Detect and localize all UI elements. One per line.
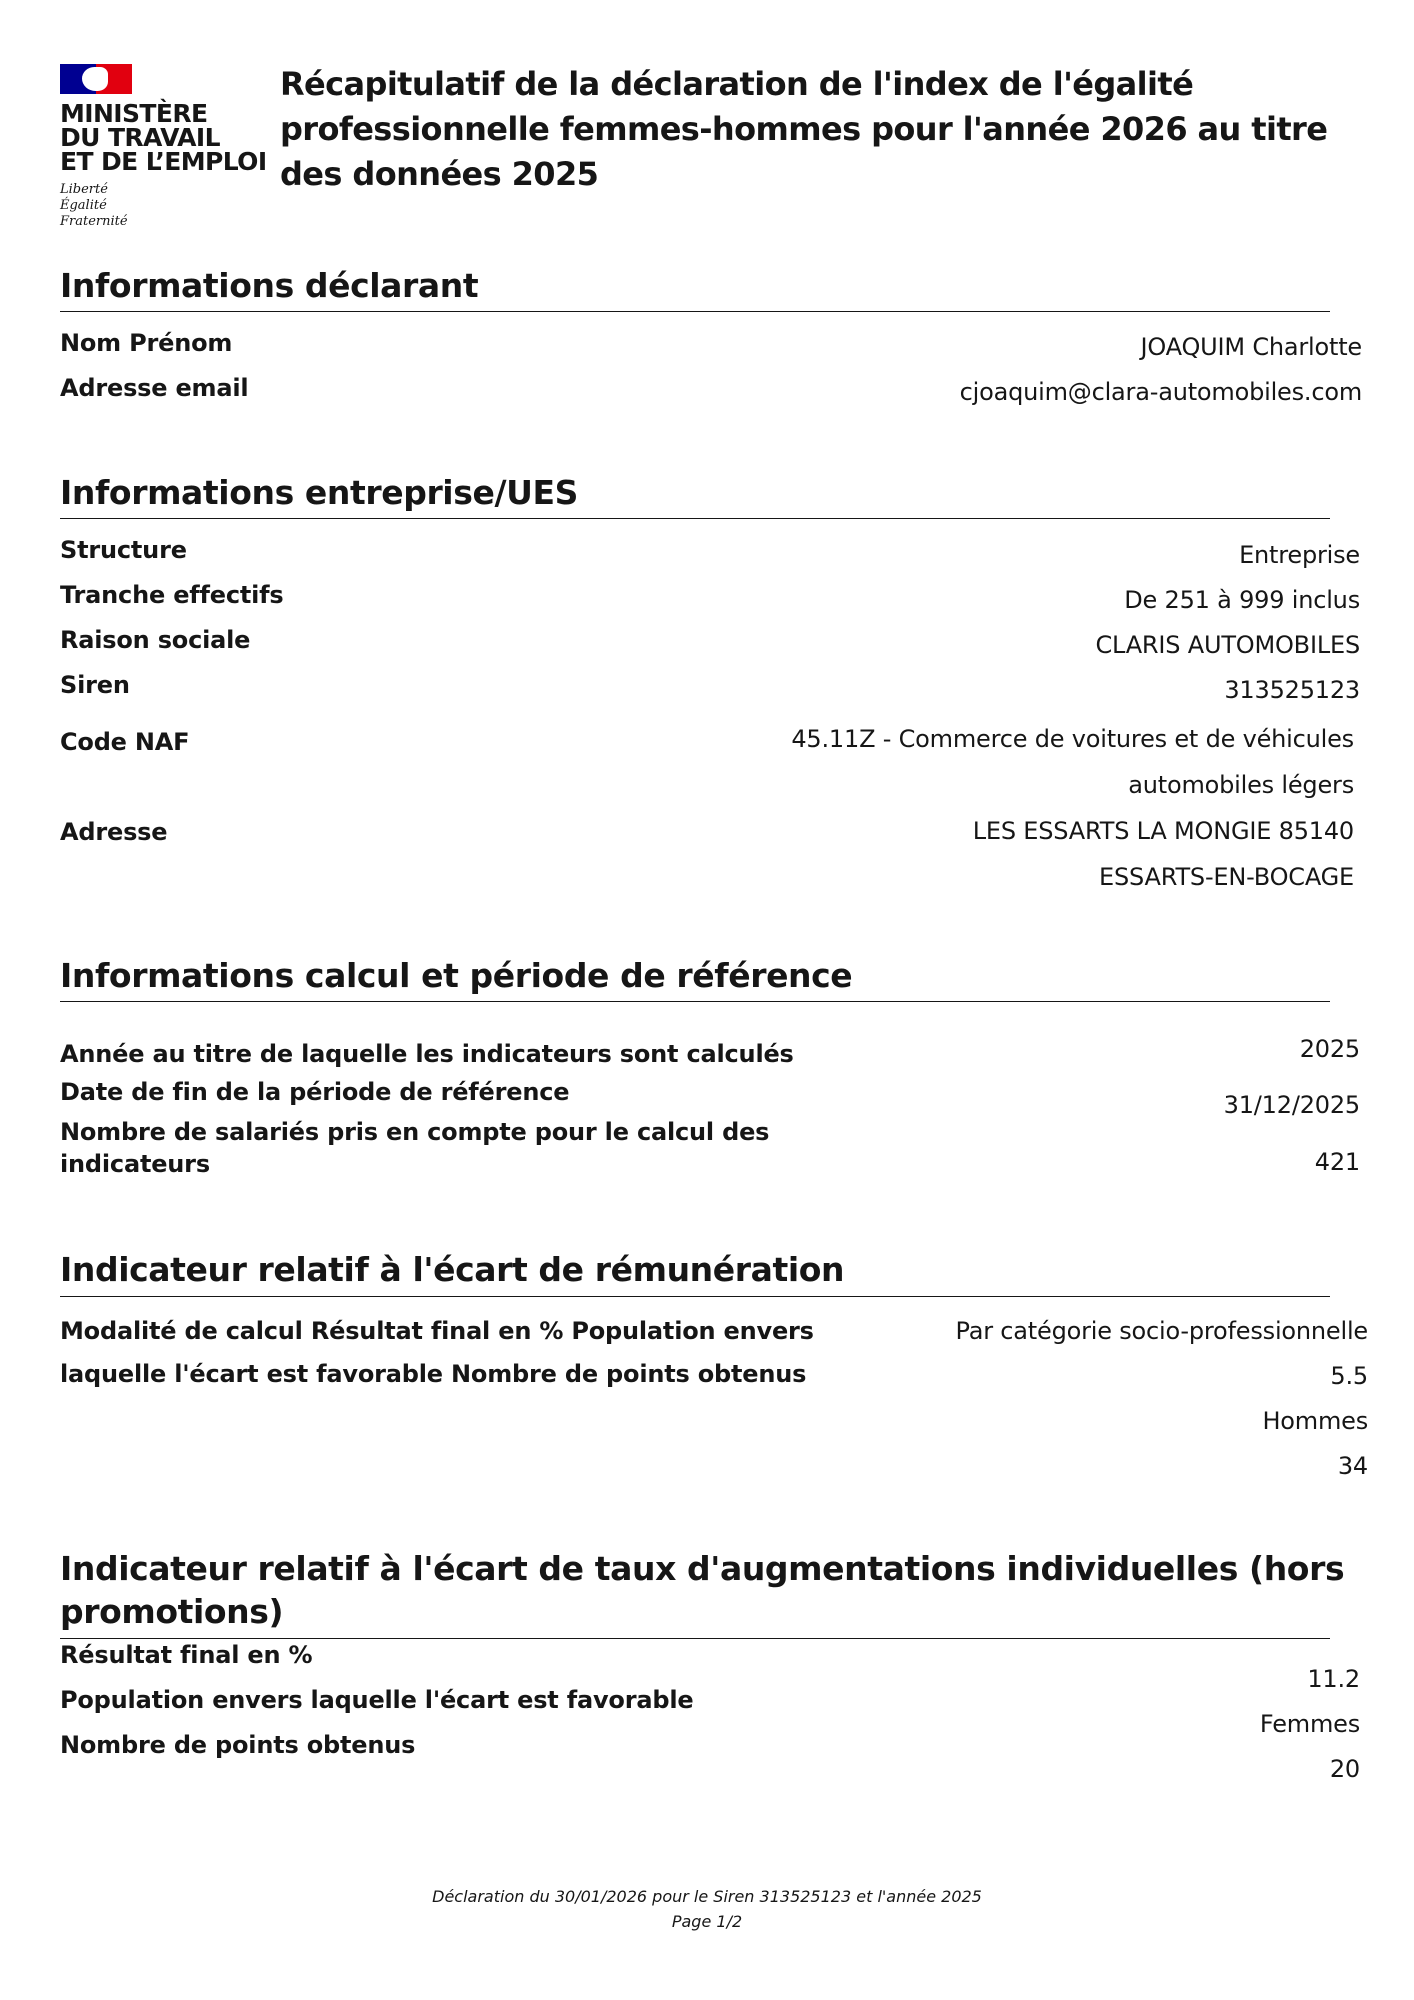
label-tranche-effectifs: Tranche effectifs — [60, 581, 284, 609]
label-annee-calcul: Année au titre de laquelle les indicateurs sont calculés — [60, 1040, 794, 1068]
value-points-obtenus: 20 — [1329, 1755, 1360, 1783]
footer-declaration: Déclaration du 30/01/2026 pour le Siren 313525123 et l'année 2025 — [432, 1887, 982, 1906]
section-divider — [60, 1001, 1330, 1002]
value-modalite-calcul: Par catégorie socio-professionnelle — [955, 1317, 1368, 1345]
value-annee-calcul: 2025 — [1299, 1035, 1360, 1063]
value-raison-sociale: CLARIS AUTOMOBILES — [1095, 631, 1360, 659]
value-points-obtenus: 34 — [1337, 1452, 1368, 1480]
section-title-remuneration: Indicateur relatif à l'écart de rémunération — [60, 1250, 845, 1289]
value-tranche-effectifs: De 251 à 999 inclus — [1124, 586, 1360, 614]
label-remuneration-line1: Modalité de calcul Résultat final en % Population envers — [60, 1317, 814, 1345]
ministry-logo — [60, 64, 270, 230]
value-resultat-final: 11.2 — [1307, 1665, 1360, 1693]
section-title-entreprise: Informations entreprise/UES — [60, 473, 579, 512]
label-nombre-salaries-line2: indicateurs — [60, 1150, 210, 1178]
label-code-naf: Code NAF — [60, 728, 190, 756]
value-date-fin-periode: 31/12/2025 — [1223, 1091, 1360, 1119]
label-remuneration-line2: laquelle l'écart est favorable Nombre de points obtenus — [60, 1360, 807, 1388]
label-points-obtenus: Nombre de points obtenus — [60, 1731, 416, 1759]
value-population-favorable: Hommes — [1262, 1407, 1368, 1435]
value-nom-prenom: JOAQUIM Charlotte — [1140, 333, 1362, 361]
footer-page-number: Page 1/2 — [671, 1912, 743, 1931]
label-email: Adresse email — [60, 374, 249, 402]
value-nombre-salaries: 421 — [1314, 1148, 1360, 1176]
label-resultat-final: Résultat final en % — [60, 1641, 313, 1669]
republic-motto: Liberté Égalité Fraternité — [60, 182, 128, 229]
section-title-augmentations-line1: Indicateur relatif à l'écart de taux d'augmentations individuelles (hors — [60, 1549, 1345, 1588]
value-siren: 313525123 — [1224, 676, 1360, 704]
label-population-favorable: Population envers laquelle l'écart est favorable — [60, 1686, 694, 1714]
value-adresse-line1: LES ESSARTS LA MONGIE 85140 — [972, 817, 1354, 845]
value-email: cjoaquim@clara-automobiles.com — [959, 378, 1362, 406]
section-title-calcul: Informations calcul et période de référence — [60, 956, 853, 995]
section-divider — [60, 518, 1330, 519]
label-date-fin-periode: Date de fin de la période de référence — [60, 1078, 570, 1106]
value-resultat-final: 5.5 — [1330, 1362, 1368, 1390]
label-adresse: Adresse — [60, 818, 168, 846]
value-population-favorable: Femmes — [1259, 1710, 1360, 1738]
label-siren: Siren — [60, 671, 130, 699]
label-nom-prenom: Nom Prénom — [60, 329, 233, 357]
section-divider — [60, 1296, 1330, 1297]
value-code-naf-line2: automobiles légers — [1128, 771, 1354, 799]
value-adresse-line2: ESSARTS-EN-BOCAGE — [1099, 863, 1354, 891]
document-title: Récapitulatif de la déclaration de l'index de l'égalité professionnelle femmes-hommes pour l'année 2026 au titre des données 2025 — [280, 65, 1328, 193]
section-title-augmentations-line2: promotions) — [60, 1592, 284, 1631]
ministry-name: MINISTÈRE DU TRAVAIL ET DE L’EMPLOI — [60, 99, 267, 176]
value-structure: Entreprise — [1239, 541, 1360, 569]
section-divider — [60, 311, 1330, 312]
label-structure: Structure — [60, 536, 187, 564]
label-nombre-salaries-line1: Nombre de salariés pris en compte pour le calcul des — [60, 1118, 770, 1146]
label-raison-sociale: Raison sociale — [60, 626, 251, 654]
marianne-flag-icon — [60, 64, 132, 94]
value-code-naf-line1: 45.11Z - Commerce de voitures et de véhicules — [791, 725, 1354, 753]
section-title-declarant: Informations déclarant — [60, 266, 479, 305]
